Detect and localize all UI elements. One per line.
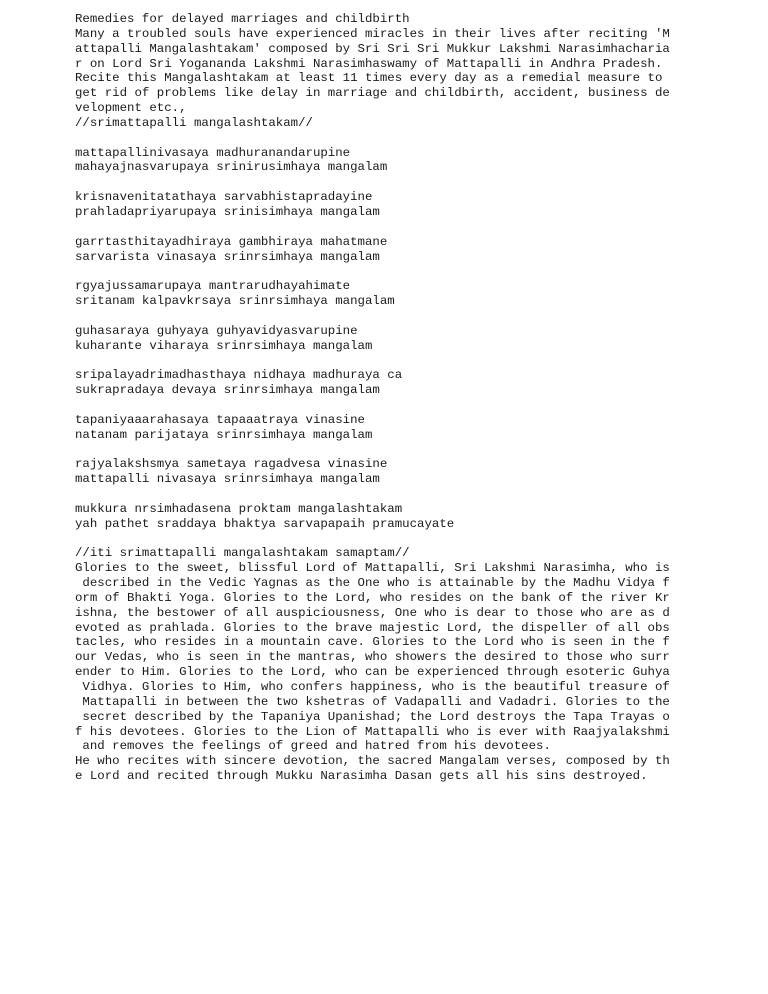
verse-line: mahayajnasvarupaya srinirusimhaya mangalam [75,160,388,175]
verse-line: mattapallinivasaya madhuranandarupine [75,145,351,160]
verse-line: sritanam kalpavkrsaya srinrsimhaya mangalam [75,294,395,309]
blank-line [75,309,755,324]
blank-line [75,220,755,235]
blank-line [75,175,755,190]
intro-line: r on Lord Sri Yogananda Lakshmi Narasimhaswamy of Mattapalli in Andhra Pradesh. [75,56,663,71]
closing-line: e Lord and recited through Mukku Narasimha Dasan gets all his sins destroyed. [75,769,648,784]
blank-line [75,264,755,279]
meaning-line: He who recites with sincere devotion, the sacred Mangalam verses, composed by th [75,754,670,769]
verse-line: sarvarista vinasaya srinrsimhaya mangalam [75,249,380,264]
intro-line: Many a troubled souls have experienced miracles in their lives after reciting 'M [75,26,670,41]
verse-line: rgyajussamarupaya mantrarudhayahimate [75,279,351,294]
intro-line: velopment etc., [75,101,187,116]
verse-line: sripalayadrimadhasthaya nidhaya madhuraya ca [75,368,403,383]
blank-line [75,442,755,457]
verse-line: kuharante viharaya srinrsimhaya mangalam [75,338,373,353]
meaning-line: our Vedas, who is seen in the mantras, who showers the desired to those who surr [75,650,670,665]
verse-line: sukrapradaya devaya srinrsimhaya mangalam [75,383,380,398]
meaning-line: Mattapalli in between the two kshetras of Vadapalli and Vadadri. Glories to the [75,694,670,709]
verse-line: natanam parijataya srinrsimhaya mangalam [75,427,373,442]
meaning-line: f his devotees. Glories to the Lion of Mattapalli who is ever with Raajyalakshmi [75,724,670,739]
meaning-line: ender to Him. Glories to the Lord, who can be experienced through esoteric Guhya [75,665,670,680]
blank-line [75,131,755,146]
blank-line [75,487,755,502]
meaning-line: ishna, the bestower of all auspiciousness, One who is dear to those who are as d [75,605,670,620]
meaning-line: Vidhya. Glories to Him, who confers happiness, who is the beautiful treasure of [75,679,670,694]
verse-line: rajyalakshsmya sametaya ragadvesa vinasine [75,457,388,472]
meaning-line: evoted as prahlada. Glories to the brave majestic Lord, the dispeller of all obs [75,620,670,635]
verse-line: garrtasthitayadhiraya gambhiraya mahatmane [75,234,388,249]
meaning-line: Glories to the sweet, blissful Lord of Mattapalli, Sri Lakshmi Narasimha, who is [75,561,670,576]
blank-line [75,532,755,547]
meaning-line: described in the Vedic Yagnas as the One who is attainable by the Madhu Vidya f [75,576,670,591]
stotra-closing: //iti srimattapalli mangalashtakam samaptam// [75,546,410,561]
meaning-line: orm of Bhakti Yoga. Glories to the Lord, who resides on the bank of the river Kr [75,590,670,605]
verse-line: krisnavenitatathaya sarvabhistapradayine [75,190,373,205]
meaning-line: secret described by the Tapaniya Upanishad; the Lord destroys the Tapa Trayas o [75,709,670,724]
verse-line: yah pathet sraddaya bhaktya sarvapapaih pramucayate [75,516,455,531]
intro-line: Recite this Mangalashtakam at least 11 times every day as a remedial measure to [75,71,663,86]
verse-line: prahladapriyarupaya srinisimhaya mangalam [75,204,380,219]
verse-line: mattapalli nivasaya srinrsimhaya mangalam [75,472,380,487]
verse-line: guhasaraya guhyaya guhyavidyasvarupine [75,323,358,338]
intro-line: get rid of problems like delay in marriage and childbirth, accident, business de [75,86,670,101]
document-body [75,12,755,799]
meaning-line: and removes the feelings of greed and hatred from his devotees. [75,739,551,754]
closing-line [75,784,755,799]
intro-line: attapalli Mangalashtakam' composed by Sri Sri Sri Mukkur Lakshmi Narasimhacharia [75,41,670,56]
meaning-line: tacles, who resides in a mountain cave. Glories to the Lord who is seen in the f [75,635,670,650]
blank-line [75,398,755,413]
title-line: Remedies for delayed marriages and childbirth [75,12,410,26]
stotra-heading: //srimattapalli mangalashtakam// [75,115,313,130]
blank-line [75,353,755,368]
verse-line: tapaniyaaarahasaya tapaaatraya vinasine [75,412,365,427]
verse-line: mukkura nrsimhadasena proktam mangalashtakam [75,501,403,516]
